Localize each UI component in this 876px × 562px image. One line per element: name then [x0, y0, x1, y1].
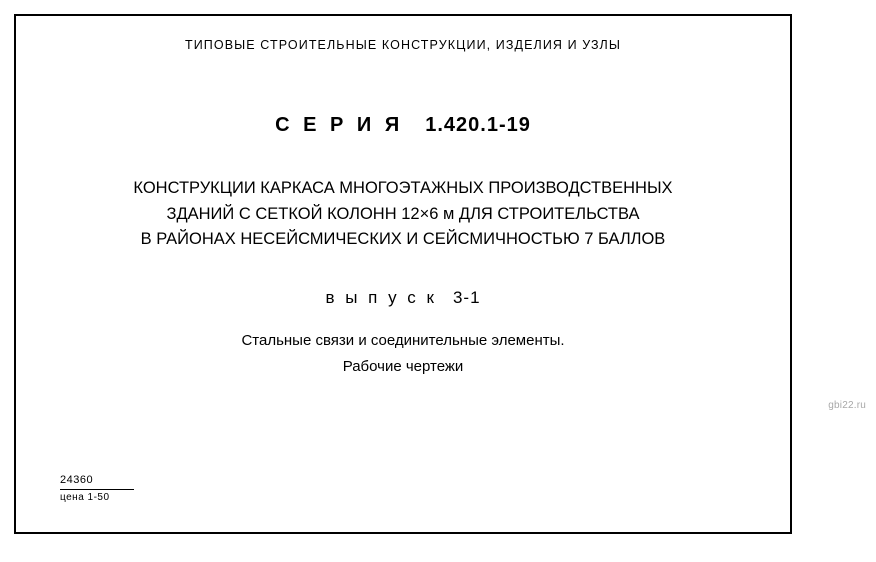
- issue-number: 3-1: [452, 288, 481, 307]
- series-number: 1.420.1-19: [425, 114, 531, 136]
- title-line-2: ЗДАНИЙ С СЕТКОЙ КОЛОНН 12×6 м ДЛЯ СТРОИТЕЛЬСТВА: [166, 204, 640, 223]
- issue-line: [16, 288, 790, 308]
- title-line-1: КОНСТРУКЦИИ КАРКАСА МНОГОЭТАЖНЫХ ПРОИЗВОДСТВЕННЫХ: [133, 179, 673, 197]
- subtitle: [16, 328, 790, 379]
- stamp-divider: [60, 489, 134, 490]
- sheet-content: [16, 16, 790, 532]
- code-stamp: [60, 474, 134, 504]
- document-header-line: ТИПОВЫЕ СТРОИТЕЛЬНЫЕ КОНСТРУКЦИИ, ИЗДЕЛИЯ И УЗЛЫ: [184, 38, 622, 52]
- stamp-code: 24360: [60, 473, 94, 486]
- watermark-text: gbi22.ru: [828, 400, 866, 411]
- issue-label: в ы п у с к: [325, 288, 437, 307]
- stamp-price: цена 1-50: [60, 491, 110, 503]
- series-line: [16, 114, 790, 137]
- sheet-border: [14, 14, 792, 534]
- subtitle-line-1: Стальные связи и соединительные элементы.: [241, 332, 565, 349]
- main-title: [16, 176, 790, 253]
- series-label: С Е Р И Я: [275, 114, 404, 136]
- subtitle-line-2: Рабочие чертежи: [342, 357, 464, 375]
- title-line-3: В РАЙОНАХ НЕСЕЙСМИЧЕСКИХ И СЕЙСМИЧНОСТЬЮ 7 БАЛЛОВ: [140, 230, 666, 249]
